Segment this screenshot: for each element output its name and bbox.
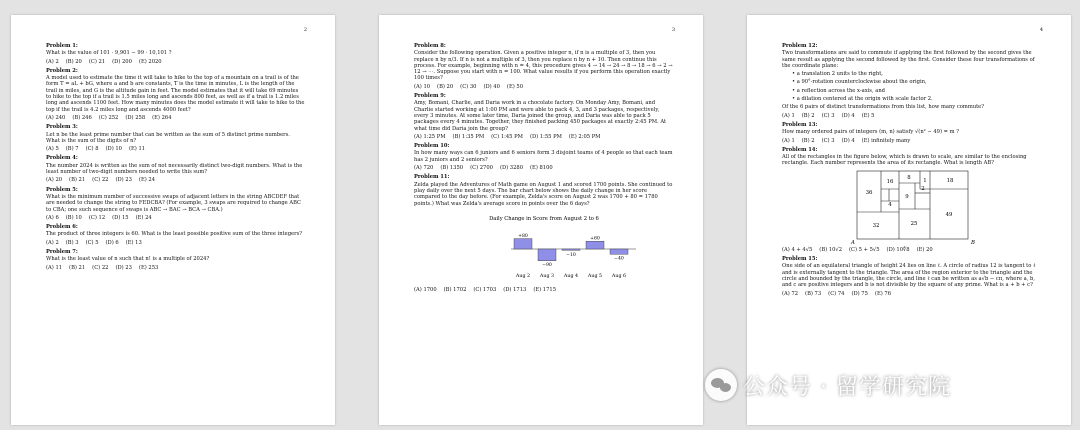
problem-title: Problem 14: xyxy=(782,146,818,153)
choice: (D) 6 xyxy=(105,239,119,246)
choice: (A) 2 xyxy=(46,239,59,246)
wechat-icon xyxy=(705,369,737,401)
page-2 xyxy=(11,15,335,425)
choice: (E) 24 xyxy=(138,177,156,184)
choice: (B) 3 xyxy=(65,239,79,246)
bar-value-label: −90 xyxy=(542,263,552,269)
problem-title: Problem 9: xyxy=(414,93,446,100)
answer-choices xyxy=(46,240,305,246)
problem-6 xyxy=(46,224,305,246)
choice: (D) 23 xyxy=(115,264,132,271)
choice: (A) 240 xyxy=(46,114,66,121)
choice: (B) 10 xyxy=(65,214,82,221)
choice: (B) 73 xyxy=(805,290,822,297)
area-label: 8 xyxy=(907,174,911,181)
choice: (D) 23 xyxy=(115,177,132,184)
problem-text: What is the least value of n such that n! is a multiple of 2024? xyxy=(46,256,210,263)
bar-aug-4 xyxy=(562,249,580,250)
answer-choices xyxy=(414,84,673,90)
choice: (D) 1:55 PM xyxy=(529,133,562,140)
choice: (D) 258 xyxy=(125,114,146,121)
watermark xyxy=(705,369,951,401)
problem-3 xyxy=(46,124,305,152)
problem-5 xyxy=(46,187,305,221)
answer-choices xyxy=(46,59,305,65)
bar-value-label: +60 xyxy=(590,236,600,242)
choice: (A) 72 xyxy=(782,290,799,297)
problem-13 xyxy=(782,122,1041,144)
choice: (B) 1:35 PM xyxy=(452,133,485,140)
area-label: 2 xyxy=(921,185,925,192)
choice: (E) 50 xyxy=(506,83,524,90)
problem-text: A model used to estimate the time it will take to hike to the top of a mountain on a trail is of the form T = aL + bG, where a and b are constants, T is the time in minutes, L is the length of the trail in miles, and G is the altitude gain in feet. The model estimates that it will take 69 minutes to hike to the top if a trail is 1.5 miles long and ascends 800 feet, as well as if a trail is 1.2 miles long and ascends 1100 feet. How many minutes does the model estimate it will take to hike to the top if the trail is 4.2 miles long and ascends 4000 feet? xyxy=(46,75,305,113)
problem-text: All of the rectangles in the figure below, which is drawn to scale, are similar to the enclosing rectangle. Each number represents the area of its rectangle. What is length AB? xyxy=(782,154,1027,167)
choice: (B) 1702 xyxy=(443,286,467,293)
problem-title: Problem 10: xyxy=(414,143,450,150)
point-a-label: A xyxy=(851,239,855,245)
bar-aug-6 xyxy=(610,249,628,254)
bar-aug-5 xyxy=(586,241,604,249)
problem-8 xyxy=(414,43,673,90)
bullet-item: • a dilation centered at the origin with scale factor 2. xyxy=(792,96,1041,102)
choice: (A) 20 xyxy=(46,177,63,184)
problem-title: Problem 11: xyxy=(414,174,450,181)
answer-choices xyxy=(414,287,673,293)
problem-11 xyxy=(414,174,673,293)
choice: (E) 76 xyxy=(874,290,892,297)
problem-text-after: Of the 6 pairs of distinct transformations from this list, how many commute? xyxy=(782,104,985,111)
answer-choices xyxy=(414,134,673,140)
page-number: 2 xyxy=(303,27,307,33)
problem-title: Problem 7: xyxy=(46,249,78,256)
answer-choices xyxy=(782,113,1041,119)
choice: (E) 1715 xyxy=(533,286,556,293)
page-3 xyxy=(379,15,703,425)
choice: (B) 2 xyxy=(801,137,815,144)
choice: (D) 4 xyxy=(841,137,855,144)
choice: (A) 5 xyxy=(46,146,59,153)
answer-choices xyxy=(46,265,305,271)
watermark-text: 公众号 · 留学研究院 xyxy=(743,374,951,400)
choice: (E) 264 xyxy=(152,114,172,121)
problem-text: Zelda played the Adventures of Math game on August 1 and scored 1700 points. She continued to play daily over the next 5 days. The bar chart below shows the daily change in her score compared to the day before. (For example, Zelda's score on August 2 was 1700 + 80 = 1780 points.) What was Zelda's average score in points over the 6 days? xyxy=(414,181,673,207)
area-label: 36 xyxy=(865,189,873,196)
area-label: 49 xyxy=(945,211,953,218)
choice: (C) 22 xyxy=(92,264,109,271)
choice: (B) 246 xyxy=(72,114,92,121)
page-content xyxy=(414,43,673,296)
choice: (E) 253 xyxy=(138,264,159,271)
x-tick-label: Aug 3 xyxy=(539,273,555,279)
page-content xyxy=(782,43,1041,300)
choice: (B) 10√2 xyxy=(819,246,843,253)
choice: (A) 720 xyxy=(414,165,434,172)
bullet-item: • a 90°-rotation counterclockwise about the origin, xyxy=(792,79,1041,85)
x-tick-label: Aug 5 xyxy=(587,273,603,279)
choice: (C) 5 + 5√5 xyxy=(849,246,880,253)
problem-text: What is the minimum number of successive swaps of adjacent letters in the string ABCDEF that are needed to change the string to FEDCBA? (For example, 3 swaps are required to change ABC to CBA; one such sequence of swaps is ABC → BAC → BCA → CBA.) xyxy=(46,193,302,213)
problem-text: Consider the following operation. Given a positive integer n, if n is a multiple of 3, then you replace n by n/3. If n is not a multiple of 3, then you replace n by n + 10. Then continue this process. For example, beginning with n = 4, this procedure gives 4 → 14 → 24 → 8 → 18 → 6 → 2 → 12 → ⋯. Suppose you start with n = 100. What value results if you perform this operation exactly 100 times? xyxy=(414,50,673,82)
point-b-label: B xyxy=(971,239,975,245)
choice: (A) 1 xyxy=(782,112,795,119)
choice: (D) 40 xyxy=(483,83,500,90)
choice: (D) 4 xyxy=(841,112,855,119)
choice: (C) 74 xyxy=(828,290,845,297)
problem-text: Let n be the least prime number that can be written as the sum of 5 distinct prime numbers. What is the sum of the digits of n? xyxy=(46,131,290,144)
choice: (D) 3280 xyxy=(499,165,524,172)
choice: (B) 21 xyxy=(69,177,86,184)
bar-aug-3 xyxy=(538,249,556,261)
choice: (B) 7 xyxy=(65,146,79,153)
problem-title: Problem 12: xyxy=(782,43,818,49)
answer-choices xyxy=(782,247,1041,253)
choice: (E) 20 xyxy=(916,246,933,253)
problem-title: Problem 5: xyxy=(46,186,78,193)
choice: (D) 1713 xyxy=(503,286,527,293)
problem-text: In how many ways can 6 juniors and 6 seniors form 3 disjoint teams of 4 people so that each team has 2 juniors and 2 seniors? xyxy=(414,150,673,163)
area-label: 32 xyxy=(872,222,880,229)
bullet-item: • a reflection across the x-axis, and xyxy=(792,88,1041,94)
choice: (E) 2:05 PM xyxy=(568,133,601,140)
choice: (A) 11 xyxy=(46,264,63,271)
area-label: 4 xyxy=(888,201,892,208)
area-label: 9 xyxy=(905,193,909,200)
bar-value-label: −10 xyxy=(566,252,576,258)
problem-14 xyxy=(782,147,1041,253)
problem-text: The number 2024 is written as the sum of not necessarily distinct two-digit numbers. What is the least number of two-digit numbers needed to write this sum? xyxy=(46,162,303,176)
problem-text: What is the value of 101 · 9,901 − 99 · 10,101 ? xyxy=(46,50,172,57)
answer-choices xyxy=(46,215,305,221)
problem-text: Two transformations are said to commute if applying the first followed by the second gives the same result as applying the second followed by the first. Consider these four transformations of the coordinate plane: xyxy=(782,50,1035,69)
problem-7 xyxy=(46,249,305,271)
area-label: 25 xyxy=(910,220,918,227)
answer-choices xyxy=(46,115,305,121)
choice: (D) 10 xyxy=(105,146,122,153)
choice: (E) 8100 xyxy=(530,165,553,172)
choice: (D) 15 xyxy=(112,214,129,221)
problem-15 xyxy=(782,256,1041,297)
problem-title: Problem 2: xyxy=(46,67,78,74)
chart-title: Daily Change in Score from August 2 to 6 xyxy=(489,215,599,222)
choice: (B) 21 xyxy=(69,264,86,271)
choice: (C) 3 xyxy=(821,137,835,144)
problem-text: How many ordered pairs of integers (m, n) satisfy √(n² − 49) = m ? xyxy=(782,129,960,136)
choice: (E) infinitely many xyxy=(861,137,911,144)
choice: (C) 5 xyxy=(85,239,99,246)
bar-value-label: +80 xyxy=(518,233,528,239)
problem-title: Problem 13: xyxy=(782,121,818,128)
x-tick-label: Aug 4 xyxy=(563,273,579,279)
answer-choices xyxy=(782,291,1041,297)
problem-title: Problem 1: xyxy=(46,43,78,49)
x-tick-label: Aug 6 xyxy=(611,273,627,279)
choice: (E) 5 xyxy=(861,112,875,119)
choice: (A) 1:25 PM xyxy=(414,133,446,140)
problem-2 xyxy=(46,68,305,121)
page-content xyxy=(46,43,305,274)
choice: (C) 30 xyxy=(460,83,477,90)
problem-title: Problem 4: xyxy=(46,155,78,162)
problem-text: One side of an equilateral triangle of height 24 lies on line ℓ. A circle of radius 12 is tangent to ℓ and is externally tangent to the triangle. The area of the region exterior to the triangle and the circle and bounded by the triangle, the circle, and line ℓ can be written as a√b − cπ, where a, b, and c are positive integers and b is not divisible by the square of any prime. What is a + b + c? xyxy=(782,263,1036,289)
choice: (C) 3 xyxy=(821,112,835,119)
answer-choices xyxy=(782,138,1041,144)
bar-aug-2 xyxy=(514,238,532,248)
choice: (D) 200 xyxy=(112,58,132,65)
choice: (A) 4 + 4√5 xyxy=(782,246,813,253)
problem-title: Problem 8: xyxy=(414,43,446,49)
area-label: 16 xyxy=(886,178,894,185)
choice: (C) 1703 xyxy=(473,286,497,293)
answer-choices xyxy=(46,177,305,183)
choice: (B) 1350 xyxy=(440,165,464,172)
area-label: 18 xyxy=(946,177,954,184)
bullet-item: • a translation 2 units to the right, xyxy=(792,71,1041,77)
choice: (D) 10∜8 xyxy=(886,246,910,253)
problem-text: The product of three integers is 60. What is the least possible positive sum of the three integers? xyxy=(46,231,303,238)
choice: (C) 1:45 PM xyxy=(491,133,523,140)
choice: (E) 2020 xyxy=(138,58,162,65)
choice: (C) 21 xyxy=(88,58,106,65)
choice: (A) 10 xyxy=(414,83,431,90)
problem-10 xyxy=(414,143,673,171)
choice: (C) 12 xyxy=(88,214,106,221)
choice: (A) 1 xyxy=(782,137,795,144)
problem-12 xyxy=(782,43,1041,119)
score-change-chart xyxy=(414,211,673,281)
choice: (B) 2 xyxy=(801,112,815,119)
page-number: 3 xyxy=(671,27,675,33)
problem-1 xyxy=(46,43,305,65)
area-label: 1 xyxy=(923,177,927,184)
choice: (D) 75 xyxy=(851,290,868,297)
choice: (A) 2 xyxy=(46,58,59,65)
choice: (C) 2700 xyxy=(470,165,493,172)
problem-title: Problem 3: xyxy=(46,124,78,131)
choice: (B) 20 xyxy=(437,83,454,90)
bar-value-label: −40 xyxy=(614,256,624,262)
page-4 xyxy=(747,15,1071,425)
choice: (B) 20 xyxy=(65,58,82,65)
x-tick-label: Aug 2 xyxy=(515,273,531,279)
choice: (E) 24 xyxy=(135,214,152,221)
choice: (C) 8 xyxy=(85,146,99,153)
answer-choices xyxy=(46,146,305,152)
problem-title: Problem 15: xyxy=(782,256,818,263)
rectangle-figure xyxy=(782,169,1041,245)
choice: (C) 22 xyxy=(92,177,109,184)
answer-choices xyxy=(414,165,673,171)
problem-text: Amy, Bomani, Charlie, and Daria work in a chocolate factory. On Monday Amy, Bomani, and Charlie started working at 1:00 PM and were able to pack 4, 3, and 3 packages, respectively, every 3 minutes. At some later time, Daria joined the group, and Daria was able to pack 5 packages every 4 minutes. Together, they finished packing 450 packages at exactly 2:45 PM. At what time did Daria join the group? xyxy=(414,100,667,132)
problem-title: Problem 6: xyxy=(46,224,78,231)
choice: (E) 13 xyxy=(125,239,142,246)
page-number: 4 xyxy=(1039,27,1043,33)
choice: (C) 252 xyxy=(98,114,119,121)
choice: (A) 1700 xyxy=(414,286,437,293)
choice: (E) 11 xyxy=(129,146,146,153)
problem-4 xyxy=(46,155,305,183)
problem-9 xyxy=(414,93,673,140)
choice: (A) 6 xyxy=(46,214,59,221)
